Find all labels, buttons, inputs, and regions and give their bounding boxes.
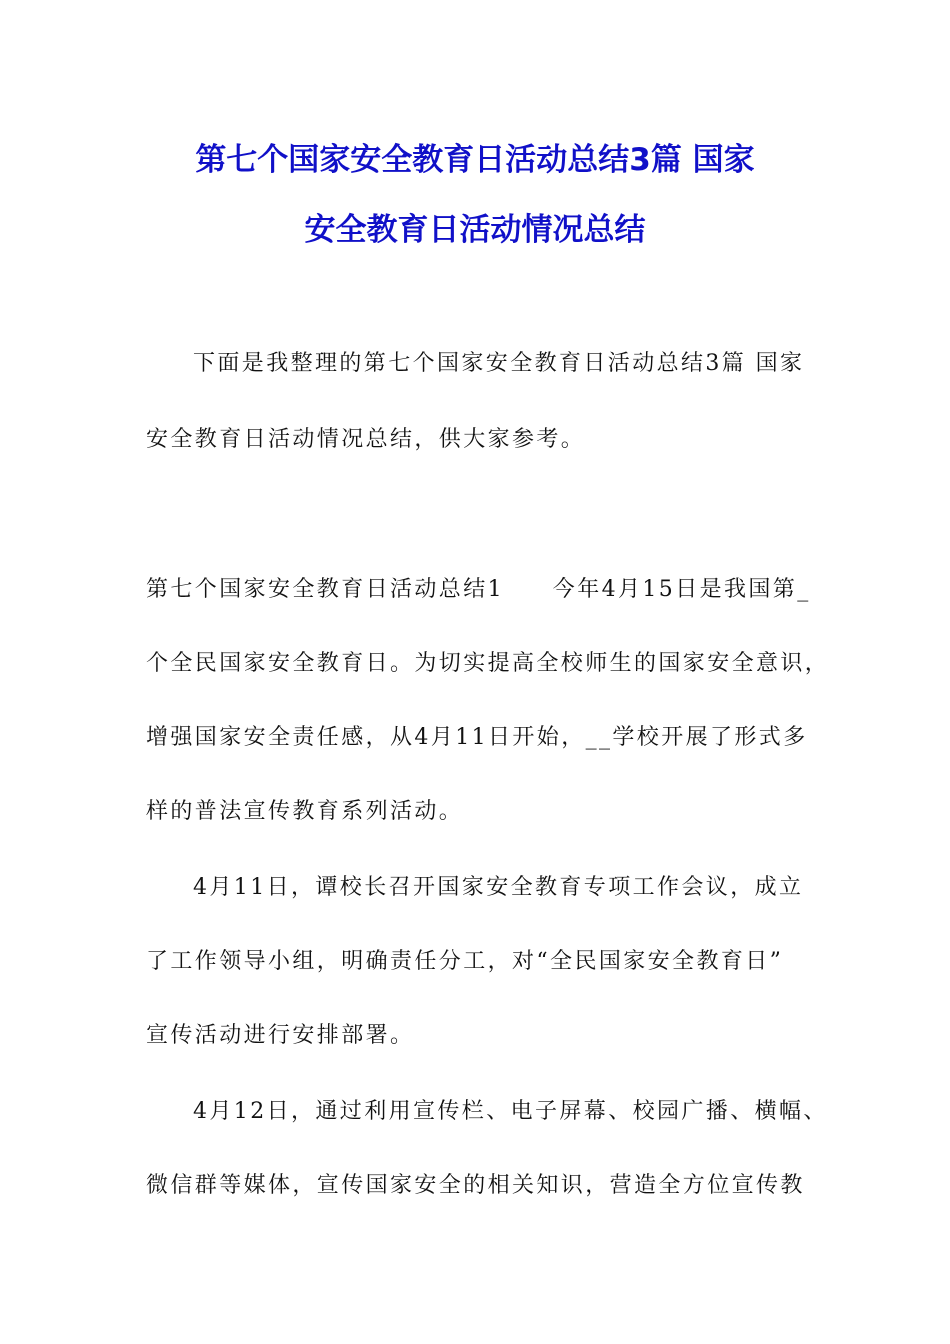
para3-line-1: 4月12日，通过利用宣传栏、电子屏幕、校园广播、横幅、 bbox=[193, 1099, 828, 1124]
para2-line-3: 宣传活动进行安排部署。 bbox=[146, 1023, 415, 1048]
section1-line-3: 增强国家安全责任感，从4月11日开始，__学校开展了形式多 bbox=[146, 725, 808, 750]
document-title-line-2: 安全教育日活动情况总结 bbox=[304, 212, 646, 248]
para2-line-1: 4月11日，谭校长召开国家安全教育专项工作会议，成立 bbox=[193, 875, 804, 900]
section1-line-1: 第七个国家安全教育日活动总结1 今年4月15日是我国第_ bbox=[146, 577, 811, 602]
para2-line-2: 了工作领导小组，明确责任分工，对“全民国家安全教育日” bbox=[146, 949, 784, 974]
intro-line-1: 下面是我整理的第七个国家安全教育日活动总结3篇 国家 bbox=[193, 351, 805, 376]
section1-line-2: 个全民国家安全教育日。为切实提高全校师生的国家安全意识， bbox=[146, 651, 830, 676]
section1-line-4: 样的普法宣传教育系列活动。 bbox=[146, 799, 464, 824]
para3-line-2: 微信群等媒体，宣传国家安全的相关知识，营造全方位宣传教 bbox=[146, 1173, 805, 1198]
document-title-line-1: 第七个国家安全教育日活动总结3篇 国家 bbox=[195, 142, 755, 178]
intro-line-2: 安全教育日活动情况总结，供大家参考。 bbox=[146, 427, 586, 452]
